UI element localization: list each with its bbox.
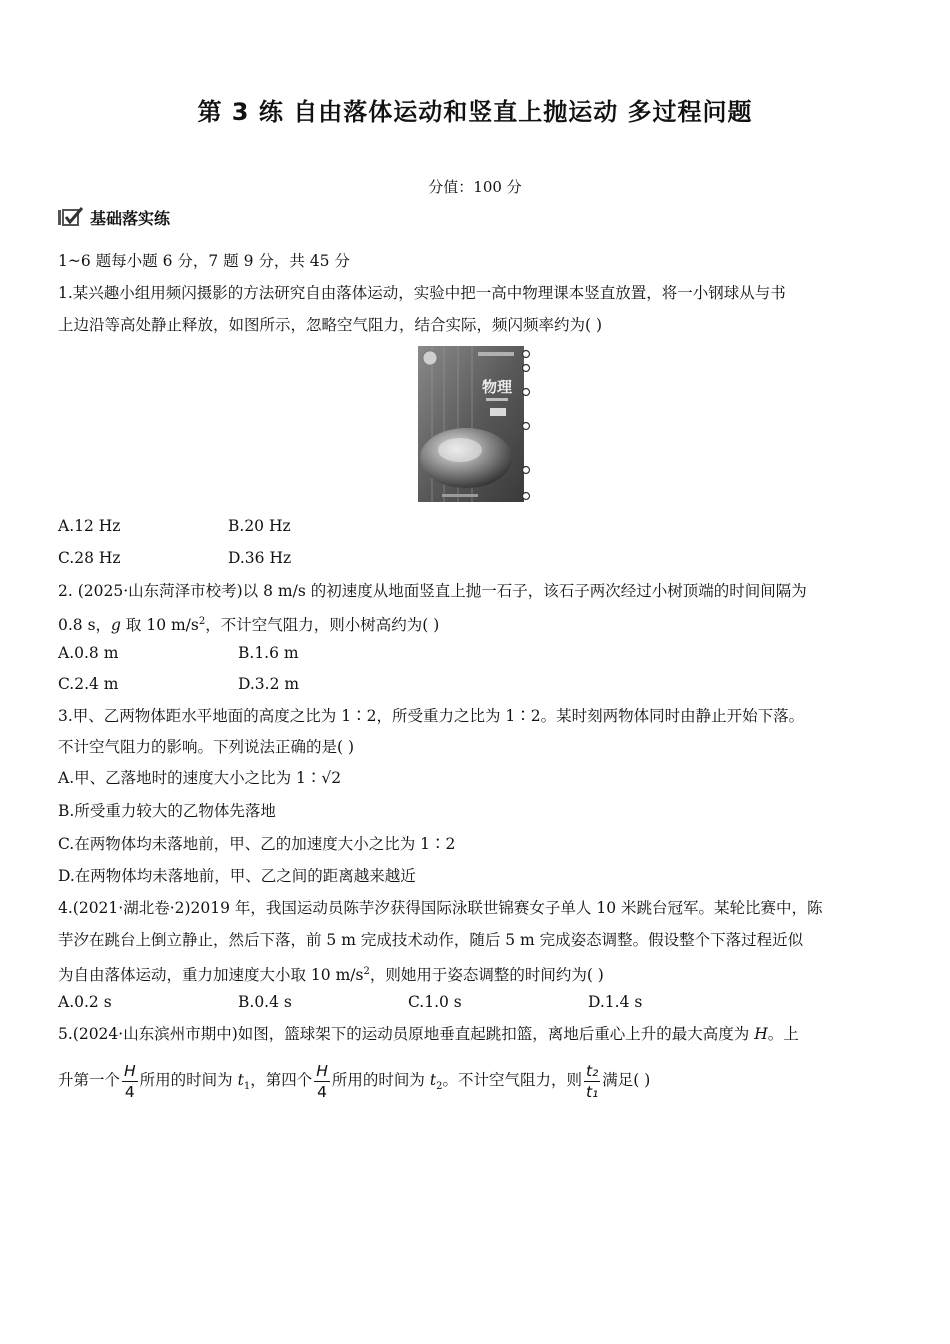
q4-line2: 芋汐在跳台上倒立静止，然后下落，前 5 m 完成技术动作，随后 5 m 完成姿态调整。假设整个下落过程近似 [58,931,804,949]
q4-line3: 为自由落体运动，重力加速度大小取 10 $m/s^2$，则她用于姿态调整的时间约为( ) [58,966,604,985]
q1-line2: 上边沿等高处静止释放，如图所示，忽略空气阻力，结合实际，频闪频率约为( ) [58,316,603,334]
scoring-note: 1~6 题每小题 6 分，7 题 9 分，共 45 分 [58,252,350,270]
q3-line1: 3.甲、乙两物体距水平地面的高度之比为 1∶2，所受重力之比为 1∶2。某时刻两物体同时由静止开始下落。 [58,707,805,725]
q3-option-d: D.在两物体均未落地前，甲、乙之间的距离越来越近 [58,867,416,885]
q2-option-a: A.0.8 m [58,644,119,662]
q5-line1: 5.(2024·山东滨州市期中)如图，篮球架下的运动员原地垂直起跳扣篮，离地后重心上升的最大高度为 H。上 [58,1025,799,1043]
q2-line1: 2. (2025·山东菏泽市校考)以 8 m/s 的初速度从地面竖直上抛一石子，该石子两次经过小树顶端的时间间隔为 [58,582,807,600]
q4-option-b: B.0.4 s [238,993,292,1011]
q1-option-a: A.12 Hz [58,517,121,535]
q2-line2: 0.8 s，g 取 10 $m/s^2$，不计空气阻力，则小树高约为( ) [58,616,440,635]
q2-option-c: C.2.4 m [58,675,119,693]
section-label: 基础落实练 [90,208,171,228]
q1-option-b: B.20 Hz [228,517,291,535]
q4-option-d: D.1.4 s [588,993,643,1011]
q4-option-c: C.1.0 s [408,993,462,1011]
q3-line2: 不计空气阻力的影响。下列说法正确的是( ) [58,738,355,756]
q1-option-c: C.28 Hz [58,549,121,567]
fraction-h-over-4: $\frac{H}{4}$ [124,1061,136,1101]
score-label: 分值：100 分 [428,178,522,196]
book-title: 物理 [482,378,513,396]
q1-line1: 1.某兴趣小组用频闪摄影的方法研究自由落体运动，实验中把一高中物理课本竖直放置，将一小钢球从与书 [58,284,786,302]
section-header [58,205,170,229]
page-title: 第 3 练 自由落体运动和竖直上抛运动 多过程问题 [197,98,753,126]
q3-option-b: B.所受重力较大的乙物体先落地 [58,802,276,820]
q2-option-d: D.3.2 m [238,675,300,693]
q2-option-b: B.1.6 m [238,644,299,662]
q4-line1: 4.(2021·湖北卷·2)2019 年，我国运动员陈芋汐获得国际泳联世锦赛女子单人 10 米跳台冠军。某轮比赛中，陈 [58,899,823,917]
q4-option-a: A.0.2 s [58,993,112,1011]
sqrt-two: √2 [321,769,342,787]
q5-line2: 升第一个 $\frac{H}{4}$ 所用的时间为 $t_1$，第四个 $\frac{H}{4}$ 所用的时间为 $t_2$。不计空气阻力，则 $\frac{\text{t₂}}{\text{t₁}}$ 满足( ) [58,1061,651,1101]
fraction-h-over-4-second: $\frac{H}{4}$ [316,1061,328,1101]
textbook-strobe-figure [414,346,532,504]
fraction-t2-over-t1: $\frac{\text{t₂}}{\text{t₁}}$ [585,1061,599,1101]
q3-option-a: A.甲、乙落地时的速度大小之比为 1∶√2 [58,769,342,787]
checkbox-check-icon [58,207,84,227]
q1-option-d: D.36 Hz [228,549,292,567]
q3-option-c: C.在两物体均未落地前，甲、乙的加速度大小之比为 1∶2 [58,835,456,853]
